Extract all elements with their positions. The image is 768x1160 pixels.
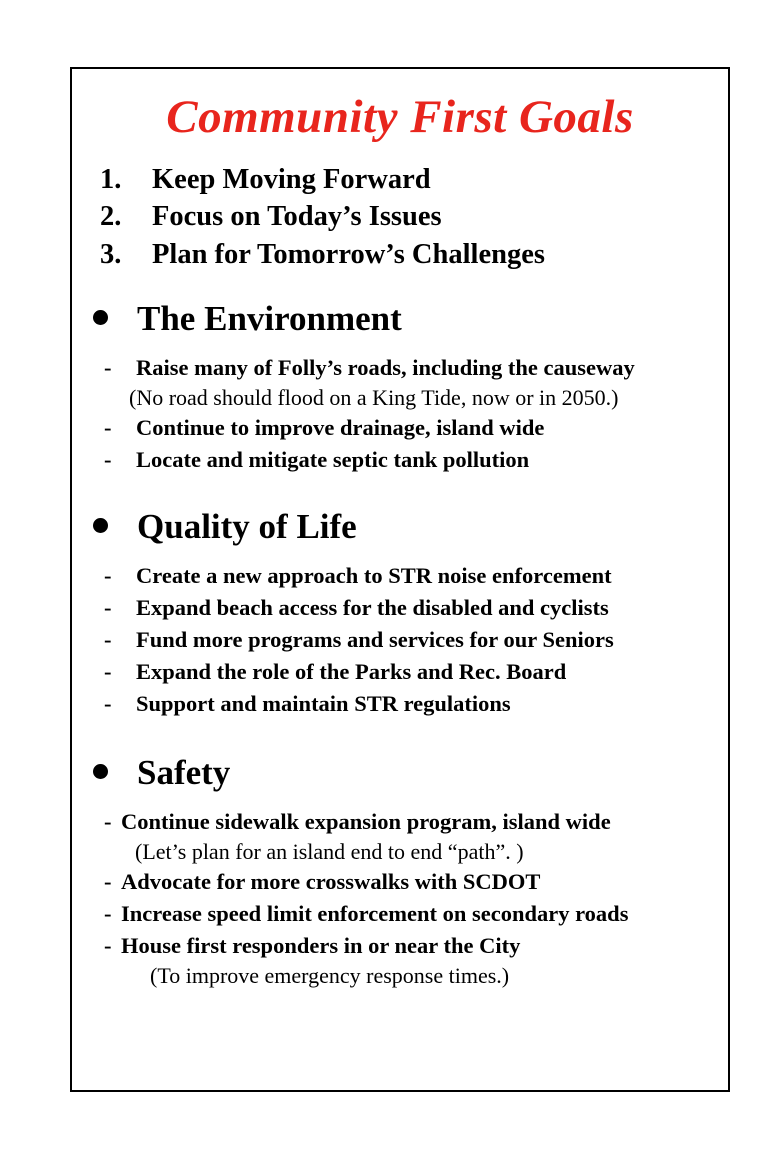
- list-item: [72, 161, 728, 199]
- section-heading: [72, 752, 728, 794]
- list-item: [72, 560, 728, 592]
- list-item-label: Advocate for more crosswalks with SCDOT: [121, 869, 541, 895]
- list-item-note: (No road should flood on a King Tide, now or in 2050.): [129, 384, 619, 410]
- dash-icon: -: [104, 901, 112, 927]
- dash-icon: -: [104, 933, 112, 959]
- section-safety: [72, 752, 728, 991]
- dash-icon: -: [104, 415, 112, 441]
- goal-number: 2.: [100, 201, 122, 233]
- dash-icon: -: [104, 869, 112, 895]
- dash-icon: -: [104, 626, 112, 652]
- list-item: [72, 444, 728, 476]
- list-item-note: (To improve emergency response times.): [150, 963, 510, 989]
- dash-icon: -: [104, 563, 112, 589]
- section-quality-of-life: [72, 506, 728, 720]
- section-title: Safety: [137, 752, 231, 792]
- list-item: [72, 866, 728, 898]
- list-item: [72, 688, 728, 720]
- section-heading: [72, 298, 728, 340]
- list-item: [72, 198, 728, 236]
- list-item-label: House first responders in or near the City: [121, 933, 521, 959]
- bullet-dot-icon: [93, 760, 137, 784]
- dash-icon: -: [104, 354, 112, 380]
- section-items: [72, 352, 728, 476]
- section-environment: [72, 298, 728, 476]
- list-item-label: Expand beach access for the disabled and cyclists: [136, 594, 609, 620]
- page-title: Community First Goals: [166, 91, 634, 143]
- list-item-label: Continue sidewalk expansion program, island wide: [121, 808, 611, 834]
- dash-icon: -: [104, 447, 112, 473]
- list-item: [72, 352, 728, 384]
- list-item-label: Locate and mitigate septic tank pollution: [136, 447, 530, 473]
- section-items: [72, 560, 728, 720]
- list-item-label: Create a new approach to STR noise enforcement: [136, 563, 612, 589]
- list-item: [72, 236, 728, 274]
- dash-icon: -: [104, 658, 112, 684]
- list-item: [72, 806, 728, 838]
- list-item-label: Raise many of Folly’s roads, including the causeway: [136, 354, 635, 380]
- goals-list: [72, 161, 728, 274]
- list-item: [72, 624, 728, 656]
- list-item: [72, 898, 728, 930]
- dash-icon: -: [104, 808, 112, 834]
- list-item-label: Expand the role of the Parks and Rec. Board: [136, 658, 567, 684]
- dash-icon: -: [104, 690, 112, 716]
- goal-number: 1.: [100, 163, 122, 195]
- bullet-dot-icon: [93, 514, 137, 538]
- section-items: [72, 806, 728, 991]
- goal-label: Keep Moving Forward: [152, 163, 431, 195]
- section-heading: [72, 506, 728, 548]
- list-item-label: Continue to improve drainage, island wide: [136, 415, 545, 441]
- goal-label: Focus on Today’s Issues: [152, 201, 442, 233]
- list-item: [72, 930, 728, 962]
- poster-frame: [70, 67, 730, 1092]
- list-item-label: Support and maintain STR regulations: [136, 690, 511, 716]
- list-item: [72, 412, 728, 444]
- list-item: [72, 656, 728, 688]
- section-title: The Environment: [137, 298, 402, 338]
- list-item-label: Increase speed limit enforcement on secondary roads: [121, 901, 629, 927]
- bullet-dot-icon: [93, 306, 137, 330]
- dash-icon: -: [104, 594, 112, 620]
- list-item-label: Fund more programs and services for our Seniors: [136, 626, 614, 652]
- goal-label: Plan for Tomorrow’s Challenges: [152, 239, 545, 271]
- section-title: Quality of Life: [137, 507, 357, 547]
- list-item-note: (Let’s plan for an island end to end “path”. ): [135, 838, 524, 864]
- goal-number: 3.: [100, 239, 122, 271]
- list-item: [72, 592, 728, 624]
